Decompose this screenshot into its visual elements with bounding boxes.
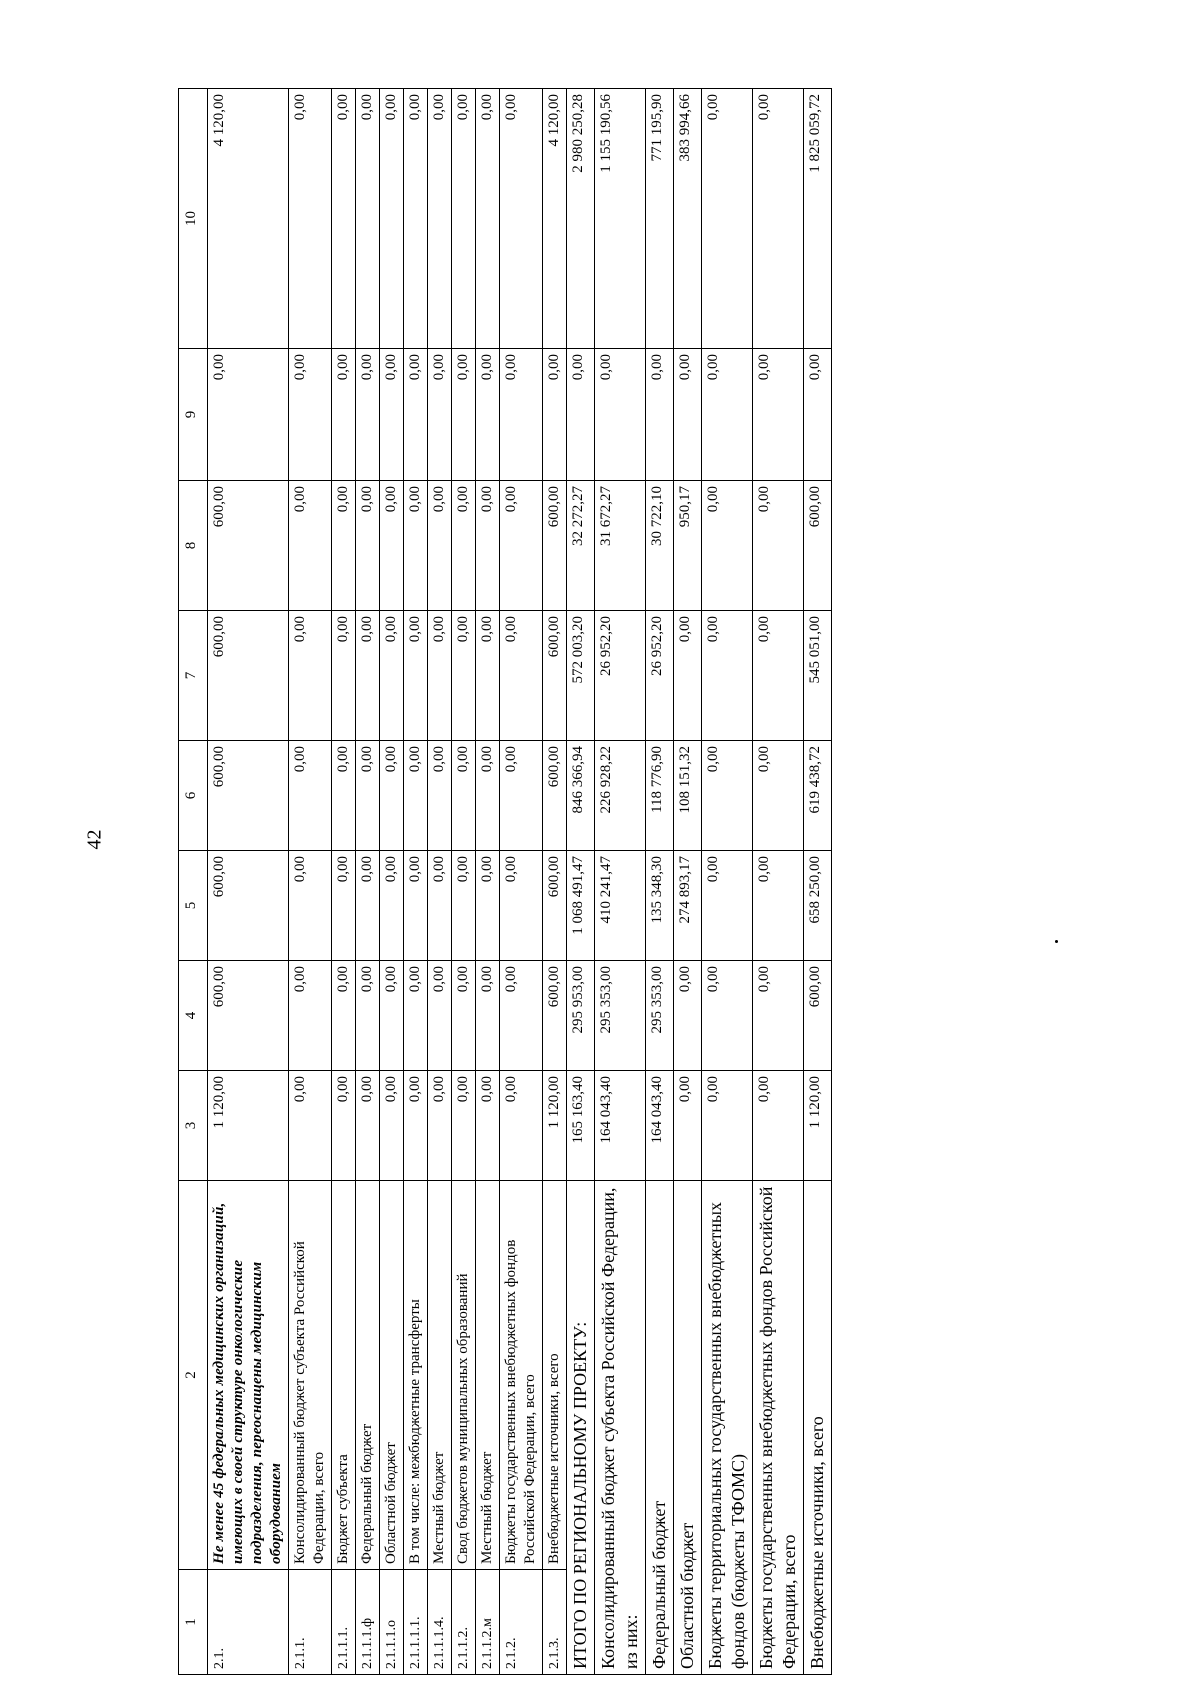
row-value: 600,00 xyxy=(208,741,289,851)
row-value: 0,00 xyxy=(452,89,476,349)
row-code: 2.1. xyxy=(208,1570,289,1675)
column-header: 4 xyxy=(179,961,208,1071)
row-value: 0,00 xyxy=(356,611,380,741)
totals-value: 0,00 xyxy=(804,349,832,481)
row-value: 0,00 xyxy=(404,611,428,741)
totals-value: 619 438,72 xyxy=(804,741,832,851)
row-value: 600,00 xyxy=(543,741,567,851)
row-value: 0,00 xyxy=(500,481,543,611)
totals-value: 26 952,20 xyxy=(646,611,674,741)
row-value: 0,00 xyxy=(289,851,332,961)
row-value: 0,00 xyxy=(356,349,380,481)
row-value: 0,00 xyxy=(452,961,476,1071)
row-value: 0,00 xyxy=(380,1071,404,1181)
totals-value: 1 120,00 xyxy=(804,1071,832,1181)
row-code: 2.1.1. xyxy=(289,1570,332,1675)
column-header: 1 xyxy=(179,1570,208,1675)
totals-value: 165 163,40 xyxy=(567,1071,595,1181)
row-value: 0,00 xyxy=(404,1071,428,1181)
column-header-row xyxy=(179,89,208,1675)
row-value: 0,00 xyxy=(500,741,543,851)
row-value: 0,00 xyxy=(543,349,567,481)
row-value: 0,00 xyxy=(380,89,404,349)
row-value: 0,00 xyxy=(289,349,332,481)
totals-value: 118 776,90 xyxy=(646,741,674,851)
totals-label: Консолидированный бюджет субъекта Российской Федерации, из них: xyxy=(595,1181,646,1675)
totals-value: 383 994,66 xyxy=(674,89,702,349)
row-value: 0,00 xyxy=(428,611,452,741)
row-label: Внебюджетные источники, всего xyxy=(543,1181,567,1570)
row-code: 2.1.1.1.ф xyxy=(356,1570,380,1675)
row-value: 0,00 xyxy=(428,1071,452,1181)
totals-value: 274 893,17 xyxy=(674,851,702,961)
totals-row xyxy=(804,89,832,1675)
totals-value: 2 980 250,28 xyxy=(567,89,595,349)
totals-row xyxy=(753,89,804,1675)
row-value: 0,00 xyxy=(332,611,356,741)
row-value: 0,00 xyxy=(332,349,356,481)
row-value: 0,00 xyxy=(428,741,452,851)
totals-value: 0,00 xyxy=(753,89,804,349)
row-value: 600,00 xyxy=(543,611,567,741)
totals-value: 658 250,00 xyxy=(804,851,832,961)
row-value: 0,00 xyxy=(452,349,476,481)
row-label: Федеральный бюджет xyxy=(356,1181,380,1570)
totals-value: 600,00 xyxy=(804,481,832,611)
row-value: 0,00 xyxy=(500,349,543,481)
totals-value: 0,00 xyxy=(753,611,804,741)
row-code: 2.1.1.1.1. xyxy=(404,1570,428,1675)
row-value: 0,00 xyxy=(332,89,356,349)
row-value: 0,00 xyxy=(289,89,332,349)
column-header: 9 xyxy=(179,349,208,481)
totals-value: 1 155 190,56 xyxy=(595,89,646,349)
table-row xyxy=(500,89,543,1675)
totals-value: 0,00 xyxy=(753,349,804,481)
totals-value: 0,00 xyxy=(646,349,674,481)
totals-value: 0,00 xyxy=(702,611,753,741)
totals-value: 572 003,20 xyxy=(567,611,595,741)
row-value: 1 120,00 xyxy=(208,1071,289,1181)
totals-value: 950,17 xyxy=(674,481,702,611)
row-value: 0,00 xyxy=(380,611,404,741)
row-value: 0,00 xyxy=(289,481,332,611)
budget-table xyxy=(178,88,832,1675)
row-value: 0,00 xyxy=(289,961,332,1071)
row-value: 0,00 xyxy=(476,741,500,851)
row-value: 0,00 xyxy=(500,851,543,961)
table-row xyxy=(332,89,356,1675)
table-row xyxy=(380,89,404,1675)
totals-value: 295 353,00 xyxy=(595,961,646,1071)
row-value: 0,00 xyxy=(208,349,289,481)
table-row xyxy=(476,89,500,1675)
row-value: 600,00 xyxy=(543,851,567,961)
totals-value: 0,00 xyxy=(753,481,804,611)
row-label: Местный бюджет xyxy=(428,1181,452,1570)
totals-value: 0,00 xyxy=(702,741,753,851)
row-value: 0,00 xyxy=(404,481,428,611)
totals-value: 1 825 059,72 xyxy=(804,89,832,349)
row-value: 0,00 xyxy=(332,741,356,851)
totals-row xyxy=(702,89,753,1675)
totals-value: 1 068 491,47 xyxy=(567,851,595,961)
totals-value: 295 353,00 xyxy=(646,961,674,1071)
table-row xyxy=(452,89,476,1675)
row-value: 0,00 xyxy=(332,481,356,611)
column-header: 7 xyxy=(179,611,208,741)
row-value: 0,00 xyxy=(404,961,428,1071)
row-label: Областной бюджет xyxy=(380,1181,404,1570)
row-value: 0,00 xyxy=(380,851,404,961)
totals-label: Областной бюджет xyxy=(674,1181,702,1675)
row-value: 0,00 xyxy=(500,89,543,349)
row-label: Консолидированный бюджет субъекта Российской Федерации, всего xyxy=(289,1181,332,1570)
totals-row xyxy=(674,89,702,1675)
totals-value: 0,00 xyxy=(702,481,753,611)
row-value: 0,00 xyxy=(380,349,404,481)
totals-row xyxy=(595,89,646,1675)
totals-value: 30 722,10 xyxy=(646,481,674,611)
row-value: 0,00 xyxy=(452,1071,476,1181)
totals-value: 108 151,32 xyxy=(674,741,702,851)
totals-value: 0,00 xyxy=(753,961,804,1071)
row-value: 0,00 xyxy=(476,481,500,611)
totals-value: 135 348,30 xyxy=(646,851,674,961)
column-header: 5 xyxy=(179,851,208,961)
row-value: 0,00 xyxy=(380,961,404,1071)
totals-value: 164 043,40 xyxy=(646,1071,674,1181)
totals-value: 0,00 xyxy=(674,611,702,741)
totals-label: Федеральный бюджет xyxy=(646,1181,674,1675)
totals-value: 0,00 xyxy=(595,349,646,481)
row-value: 0,00 xyxy=(452,741,476,851)
totals-value: 0,00 xyxy=(702,89,753,349)
totals-value: 771 195,90 xyxy=(646,89,674,349)
row-value: 0,00 xyxy=(356,851,380,961)
row-value: 0,00 xyxy=(404,741,428,851)
row-label: Не менее 45 федеральных медицинских организаций, имеющих в своей структуре онкологические подразделения, переоснащены медицинским оборудованием xyxy=(208,1181,289,1570)
table-row xyxy=(289,89,332,1675)
totals-row xyxy=(567,89,595,1675)
row-code: 2.1.1.1.о xyxy=(380,1570,404,1675)
totals-value: 31 672,27 xyxy=(595,481,646,611)
totals-value: 410 241,47 xyxy=(595,851,646,961)
row-value: 0,00 xyxy=(428,851,452,961)
row-value: 0,00 xyxy=(452,611,476,741)
row-label: Бюджет субъекта xyxy=(332,1181,356,1570)
row-value: 0,00 xyxy=(332,1071,356,1181)
page-number: 42 xyxy=(83,829,106,850)
totals-value: 0,00 xyxy=(674,1071,702,1181)
row-value: 0,00 xyxy=(428,961,452,1071)
row-label: Местный бюджет xyxy=(476,1181,500,1570)
row-label: Свод бюджетов муниципальных образований xyxy=(452,1181,476,1570)
scan-speck xyxy=(1055,940,1058,943)
totals-value: 0,00 xyxy=(753,741,804,851)
row-code: 2.1.2. xyxy=(500,1570,543,1675)
totals-value: 0,00 xyxy=(674,349,702,481)
totals-value: 600,00 xyxy=(804,961,832,1071)
row-value: 0,00 xyxy=(289,1071,332,1181)
row-value: 0,00 xyxy=(404,349,428,481)
row-code: 2.1.1.2.м xyxy=(476,1570,500,1675)
row-value: 0,00 xyxy=(356,1071,380,1181)
totals-value: 26 952,20 xyxy=(595,611,646,741)
totals-value: 0,00 xyxy=(674,961,702,1071)
row-value: 0,00 xyxy=(452,851,476,961)
table-row xyxy=(428,89,452,1675)
row-value: 600,00 xyxy=(208,851,289,961)
column-header: 8 xyxy=(179,481,208,611)
row-value: 600,00 xyxy=(208,961,289,1071)
totals-row xyxy=(646,89,674,1675)
row-label: В том числе: межбюджетные трансферты xyxy=(404,1181,428,1570)
row-value: 0,00 xyxy=(476,851,500,961)
totals-value: 0,00 xyxy=(702,851,753,961)
row-value: 0,00 xyxy=(428,349,452,481)
rotated-page xyxy=(178,89,832,1675)
row-value: 0,00 xyxy=(476,611,500,741)
column-header: 6 xyxy=(179,741,208,851)
table-row xyxy=(356,89,380,1675)
table-row xyxy=(208,89,289,1675)
column-header: 3 xyxy=(179,1071,208,1181)
row-value: 0,00 xyxy=(404,89,428,349)
totals-value: 545 051,00 xyxy=(804,611,832,741)
row-value: 0,00 xyxy=(500,1071,543,1181)
totals-value: 226 928,22 xyxy=(595,741,646,851)
row-value: 0,00 xyxy=(404,851,428,961)
totals-value: 0,00 xyxy=(567,349,595,481)
column-header: 2 xyxy=(179,1181,208,1570)
row-value: 0,00 xyxy=(380,481,404,611)
row-value: 600,00 xyxy=(543,961,567,1071)
table-row xyxy=(543,89,567,1675)
totals-value: 295 953,00 xyxy=(567,961,595,1071)
row-value: 1 120,00 xyxy=(543,1071,567,1181)
totals-value: 0,00 xyxy=(702,1071,753,1181)
row-code: 2.1.1.1. xyxy=(332,1570,356,1675)
row-value: 0,00 xyxy=(428,481,452,611)
row-value: 4 120,00 xyxy=(208,89,289,349)
totals-value: 0,00 xyxy=(702,961,753,1071)
row-code: 2.1.1.2. xyxy=(452,1570,476,1675)
row-value: 0,00 xyxy=(476,89,500,349)
row-value: 0,00 xyxy=(289,611,332,741)
row-value: 600,00 xyxy=(208,611,289,741)
row-value: 0,00 xyxy=(476,1071,500,1181)
row-value: 0,00 xyxy=(332,961,356,1071)
totals-label: Бюджеты государственных внебюджетных фондов Российской Федерации, всего xyxy=(753,1181,804,1675)
row-value: 0,00 xyxy=(356,481,380,611)
totals-title: ИТОГО ПО РЕГИОНАЛЬНОМУ ПРОЕКТУ: xyxy=(567,1181,595,1675)
row-value: 600,00 xyxy=(208,481,289,611)
row-value: 0,00 xyxy=(500,961,543,1071)
row-value: 0,00 xyxy=(380,741,404,851)
row-value: 0,00 xyxy=(476,349,500,481)
row-value: 0,00 xyxy=(289,741,332,851)
row-value: 0,00 xyxy=(428,89,452,349)
row-value: 600,00 xyxy=(543,481,567,611)
row-value: 0,00 xyxy=(356,741,380,851)
table-body xyxy=(179,89,832,1675)
row-value: 0,00 xyxy=(476,961,500,1071)
column-header: 10 xyxy=(179,89,208,349)
totals-value: 0,00 xyxy=(702,349,753,481)
totals-value: 0,00 xyxy=(753,851,804,961)
totals-value: 0,00 xyxy=(753,1071,804,1181)
row-code: 2.1.3. xyxy=(543,1570,567,1675)
totals-value: 32 272,27 xyxy=(567,481,595,611)
row-code: 2.1.1.1.4. xyxy=(428,1570,452,1675)
totals-value: 846 366,94 xyxy=(567,741,595,851)
row-value: 0,00 xyxy=(356,961,380,1071)
row-value: 4 120,00 xyxy=(543,89,567,349)
table-row xyxy=(404,89,428,1675)
totals-label: Внебюджетные источники, всего xyxy=(804,1181,832,1675)
row-value: 0,00 xyxy=(332,851,356,961)
row-value: 0,00 xyxy=(500,611,543,741)
row-label: Бюджеты государственных внебюджетных фондов Российской Федерации, всего xyxy=(500,1181,543,1570)
row-value: 0,00 xyxy=(356,89,380,349)
totals-label: Бюджеты территориальных государственных внебюджетных фондов (бюджеты ТФОМС) xyxy=(702,1181,753,1675)
row-value: 0,00 xyxy=(452,481,476,611)
totals-value: 164 043,40 xyxy=(595,1071,646,1181)
